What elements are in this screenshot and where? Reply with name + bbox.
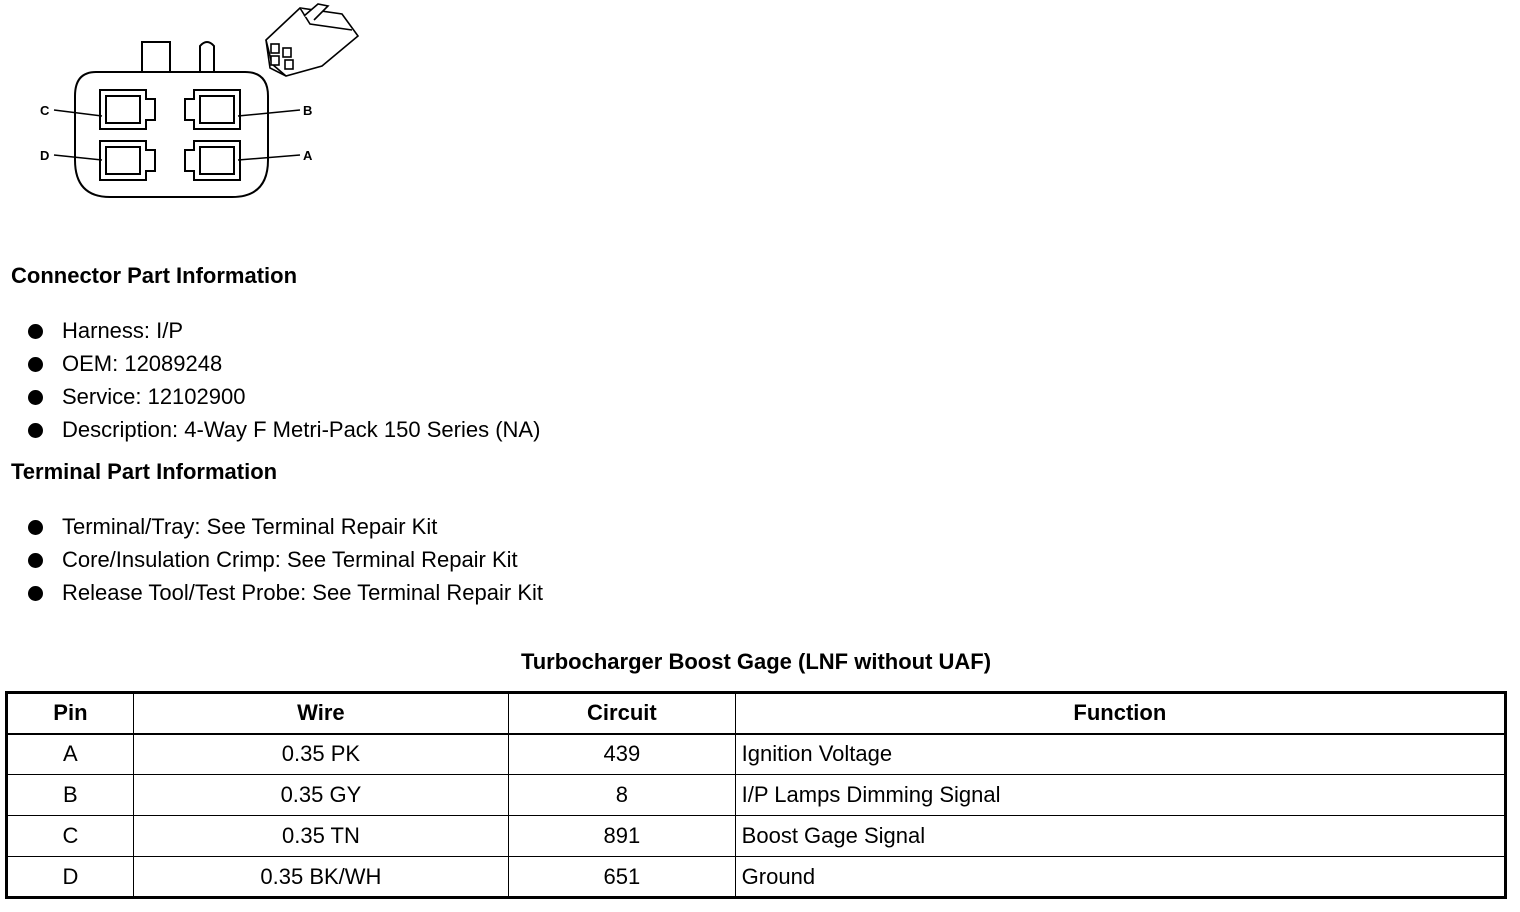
bullet-icon [28,553,43,568]
connector-thumbnail [266,4,358,76]
bullet-icon [28,586,43,601]
cell-wire: 0.35 TN [133,816,508,857]
list-item [28,513,543,546]
list-item [28,350,540,383]
list-item-text: Harness: I/P [62,318,184,343]
column-header-wire: Wire [133,693,508,734]
connector-lock-tab [142,42,214,76]
cell-function: Ignition Voltage [735,734,1505,775]
cell-pin: A [7,734,134,775]
column-header-pin: Pin [7,693,134,734]
table-row [7,816,1506,857]
pin-label-c: C [40,103,50,118]
cell-function: I/P Lamps Dimming Signal [735,775,1505,816]
list-item-text: Service: 12102900 [62,384,246,409]
table-row [7,775,1506,816]
connector-diagram [0,0,380,220]
cell-circuit: 651 [509,857,736,898]
list-item-text: Description: 4-Way F Metri-Pack 150 Series (NA) [62,417,541,442]
cell-wire: 0.35 GY [133,775,508,816]
table-row [7,857,1506,898]
column-header-circuit: Circuit [509,693,736,734]
list-item [28,317,540,350]
bullet-icon [28,520,43,535]
list-item [28,416,540,449]
list-item [28,579,543,612]
table-row [7,734,1506,775]
cell-wire: 0.35 PK [133,734,508,775]
cell-function: Ground [735,857,1505,898]
list-item-text: Release Tool/Test Probe: See Terminal Repair Kit [62,580,543,605]
cell-wire: 0.35 BK/WH [133,857,508,898]
cell-circuit: 891 [509,816,736,857]
cell-circuit: 8 [509,775,736,816]
connector-section-heading: Connector Part Information [11,263,298,288]
cell-pin: D [7,857,134,898]
cell-pin: C [7,816,134,857]
terminal-section-heading: Terminal Part Information [11,459,278,484]
cell-pin: B [7,775,134,816]
table-header-row [7,693,1506,734]
bullet-icon [28,357,43,372]
list-item-text: Terminal/Tray: See Terminal Repair Kit [62,514,438,539]
cell-function: Boost Gage Signal [735,816,1505,857]
connector-info-list [28,317,540,449]
pin-label-b: B [303,103,313,118]
list-item [28,546,543,579]
column-header-function: Function [735,693,1505,734]
terminal-info-list [28,513,543,612]
bullet-icon [28,423,43,438]
list-item-text: Core/Insulation Crimp: See Terminal Repair Kit [62,547,518,572]
pin-label-d: D [40,148,50,163]
table-title: Turbocharger Boost Gage (LNF without UAF) [520,649,992,674]
bullet-icon [28,324,43,339]
pin-table [5,691,1507,899]
bullet-icon [28,390,43,405]
cell-circuit: 439 [509,734,736,775]
list-item-text: OEM: 12089248 [62,351,223,376]
pin-label-a: A [303,148,313,163]
list-item [28,383,540,416]
